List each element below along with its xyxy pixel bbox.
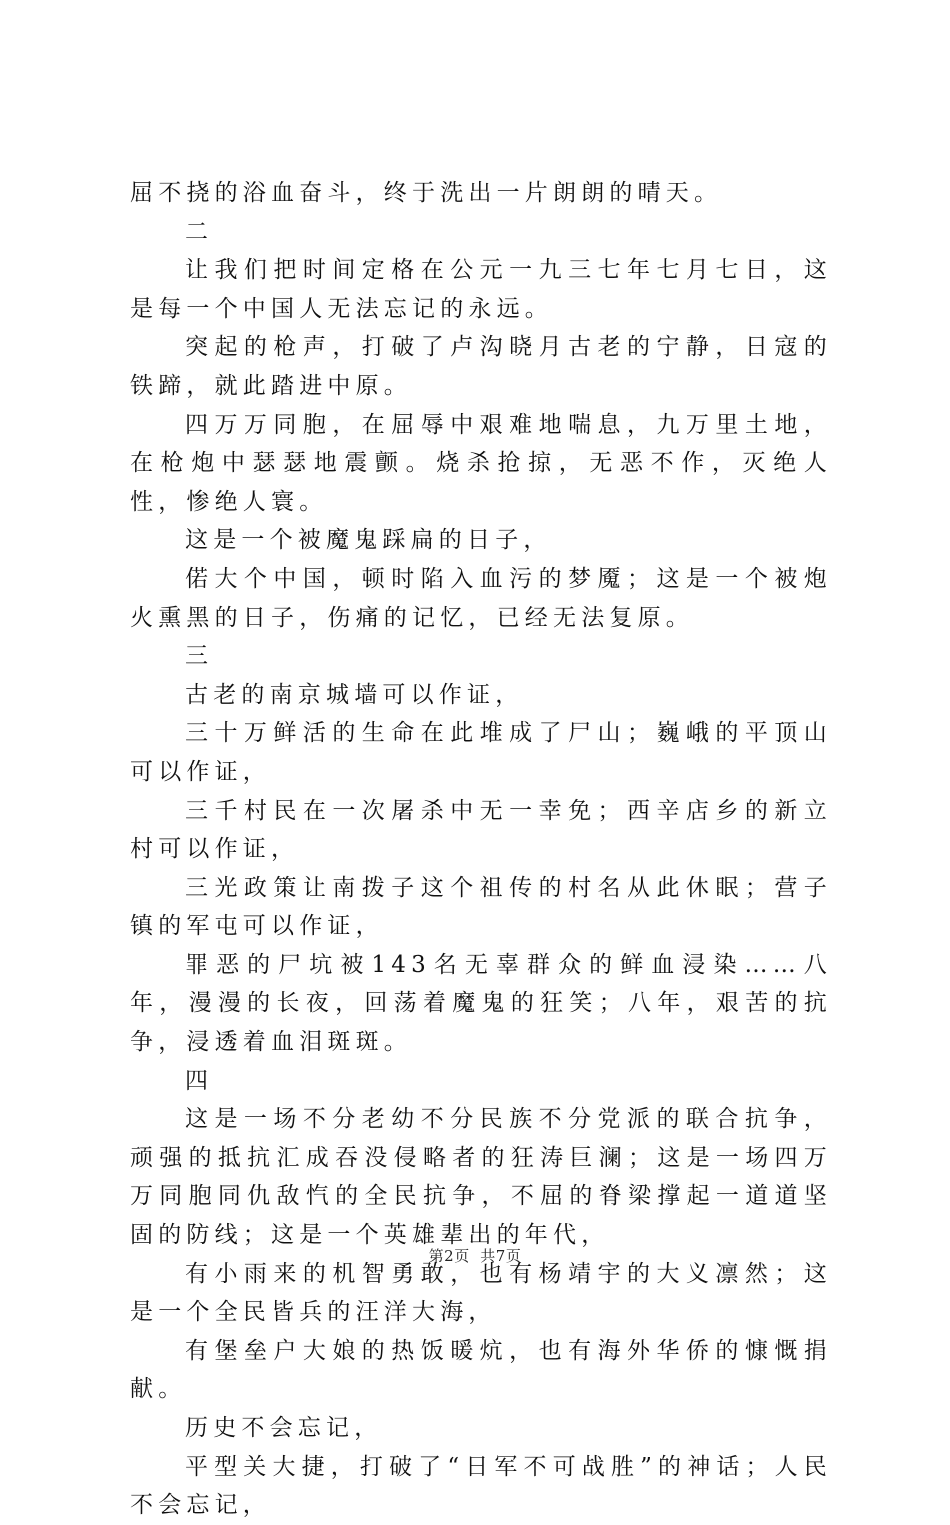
paragraph: 有堡垒户大娘的热饭暖炕，也有海外华侨的慷慨捐献。 [130,1337,832,1403]
page-footer [0,1245,950,1266]
paragraph: 有小雨来的机智勇敢，也有杨靖宇的大义凛然；这是一个全民皆兵的汪洋大海， [130,1260,832,1326]
paragraph: 四万万同胞，在屈辱中艰难地喘息，九万里土地，在枪炮中瑟瑟地震颤。烧杀抢掠，无恶不作，灭绝人性，惨绝人寰。 [130,411,832,515]
total-pages: 7 [495,1247,506,1265]
paragraph: 三十万鲜活的生命在此堆成了尸山；巍峨的平顶山可以作证， [130,720,832,785]
document-body [130,174,832,1525]
paragraph: 三光政策让南拨子这个祖传的村名从此休眠；营子镇的军屯可以作证， [130,874,832,940]
paragraph: 平型关大捷，打破了“日军不可战胜”的神话；人民不会忘记， [130,1453,832,1519]
paragraph: 三千村民在一次屠杀中无一幸免；西辛店乡的新立村可以作证， [130,797,832,863]
paragraph: 这是一个被魔鬼踩扁的日子， [185,527,552,554]
paragraph: 突起的枪声，打破了卢沟晓月古老的宁静，日寇的铁蹄，就此踏进中原。 [130,334,832,399]
total-prefix: 共 [480,1247,496,1265]
section-heading-4: 四 [185,1067,214,1094]
paragraph: 偌大个中国，顿时陷入血污的梦魇；这是一个被炮火熏黑的日子，伤痛的记忆，已经无法复原。 [130,565,832,631]
total-suffix: 页 [505,1247,522,1265]
page-number: 2 [444,1247,455,1265]
page-suffix: 页 [454,1247,470,1265]
page-prefix: 第 [428,1247,445,1265]
paragraph: 罪恶的尸坑被143名无辜群众的鲜血浸染……八年，漫漫的长夜，回荡着魔鬼的狂笑；八年，艰苦的抗争，浸透着血泪斑斑。 [130,951,832,1056]
paragraph: 这是一场不分老幼不分民族不分党派的联合抗争，顽强的抵抗汇成吞没侵略者的狂涛巨澜；这是一场四万万同胞同仇敌忾的全民抗争，不屈的脊梁撑起一道道坚固的防线；这是一个英雄辈出的年代， [130,1106,832,1249]
paragraph: 让我们把时间定格在公元一九三七年七月七日，这是每一个中国人无法忘记的永远。 [130,257,832,322]
section-heading-2: 二 [185,218,214,245]
section-heading-3: 三 [185,643,214,670]
paragraph: 历史不会忘记， [185,1415,383,1441]
paragraph: 古老的南京城墙可以作证， [185,681,524,708]
paragraph: 屈不挠的浴血奋斗，终于洗出一片朗朗的晴天。 [130,180,723,206]
